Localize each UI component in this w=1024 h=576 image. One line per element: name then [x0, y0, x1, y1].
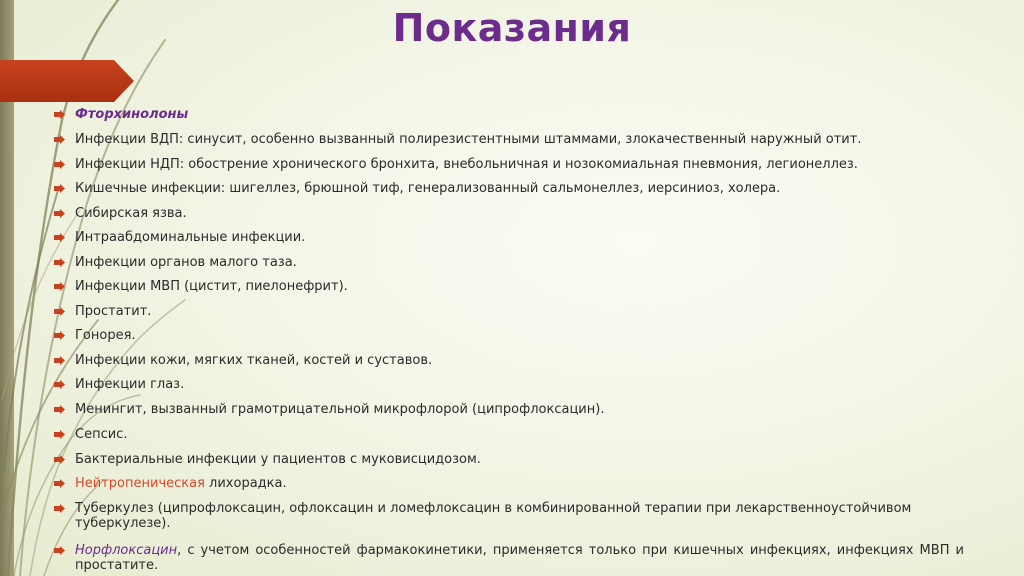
- arrow-bullet-icon: [54, 379, 65, 390]
- list-item: [54, 501, 964, 531]
- list-item: [54, 255, 297, 270]
- list-item-text: Менингит, вызванный грамотрицательной микрофлорой (ципрофлоксацин).: [75, 402, 605, 417]
- list-item: [54, 304, 151, 319]
- arrow-bullet-icon: [54, 404, 65, 415]
- list-item: [54, 107, 188, 122]
- arrow-bullet-icon: [54, 134, 65, 145]
- arrow-bullet-icon: [54, 208, 65, 219]
- arrow-bullet-icon: [54, 545, 65, 556]
- arrow-bullet-icon: [54, 478, 65, 489]
- list-item-text: лихорадка.: [204, 476, 287, 491]
- list-item: [54, 377, 184, 392]
- list-item-heading: Фторхинолоны: [75, 107, 189, 122]
- arrow-bullet-icon: [54, 306, 65, 317]
- list-item-text: Инфекции глаз.: [75, 377, 185, 392]
- list-item: [54, 543, 964, 573]
- list-item-text: Сепсис.: [75, 427, 128, 442]
- list-item: [54, 452, 481, 467]
- list-item-text: Инфекции ВДП: синусит, особенно вызванный полирезистентными штаммами, злокачественный наружный отит.: [75, 132, 862, 147]
- arrow-bullet-icon: [54, 257, 65, 268]
- arrow-bullet-icon: [54, 454, 65, 465]
- slide-title: Показания: [392, 6, 632, 50]
- arrow-bullet-icon: [54, 503, 65, 514]
- list-item: [54, 206, 187, 221]
- list-item: [54, 132, 861, 147]
- list-item: [54, 181, 780, 196]
- accent-tab: [0, 60, 134, 102]
- list-item: [54, 427, 127, 442]
- arrow-bullet-icon: [54, 429, 65, 440]
- arrow-bullet-icon: [54, 281, 65, 292]
- list-item-text: Туберкулез (ципрофлоксацин, офлоксацин и ломефлоксацин в комбинированной терапии при лекарственноустойчивом туберкулезе).: [75, 501, 912, 531]
- arrow-bullet-icon: [54, 183, 65, 194]
- list-item: [54, 353, 432, 368]
- list-item-text: Бактериальные инфекции у пациентов с муковисцидозом.: [75, 452, 481, 467]
- list-item: [54, 230, 305, 245]
- list-item: [54, 476, 287, 491]
- arrow-bullet-icon: [54, 159, 65, 170]
- list-item-text: Сибирская язва.: [75, 206, 187, 221]
- list-item: [54, 279, 348, 294]
- highlight-term: Нейтропеническая: [75, 476, 205, 491]
- arrow-bullet-icon: [54, 330, 65, 341]
- list-item: [54, 328, 136, 343]
- list-item-text: Гонорея.: [75, 328, 136, 343]
- list-item-text: Инфекции НДП: обострение хронического бронхита, внебольничная и нозокомиальная пневмония, легионеллез.: [75, 157, 858, 172]
- list-item-text: Простатит.: [75, 304, 152, 319]
- highlight-term: Норфлоксацин: [75, 543, 178, 558]
- list-item: [54, 402, 604, 417]
- list-item-text: , с учетом особенностей фармакокинетики, применяется только при кишечных инфекциях, инфекциях МВП и простатите.: [75, 543, 964, 573]
- list-item-text: Инфекции органов малого таза.: [75, 255, 297, 270]
- arrow-bullet-icon: [54, 355, 65, 366]
- list-item-text: Кишечные инфекции: шигеллез, брюшной тиф, генерализованный сальмонеллез, иерсиниоз, холера.: [75, 181, 781, 196]
- list-item: [54, 157, 858, 172]
- list-item-text: Инфекции кожи, мягких тканей, костей и суставов.: [75, 353, 433, 368]
- list-item-text: Интраабдоминальные инфекции.: [75, 230, 306, 245]
- list-item-text: Инфекции МВП (цистит, пиелонефрит).: [75, 279, 348, 294]
- arrow-bullet-icon: [54, 109, 65, 120]
- arrow-bullet-icon: [54, 232, 65, 243]
